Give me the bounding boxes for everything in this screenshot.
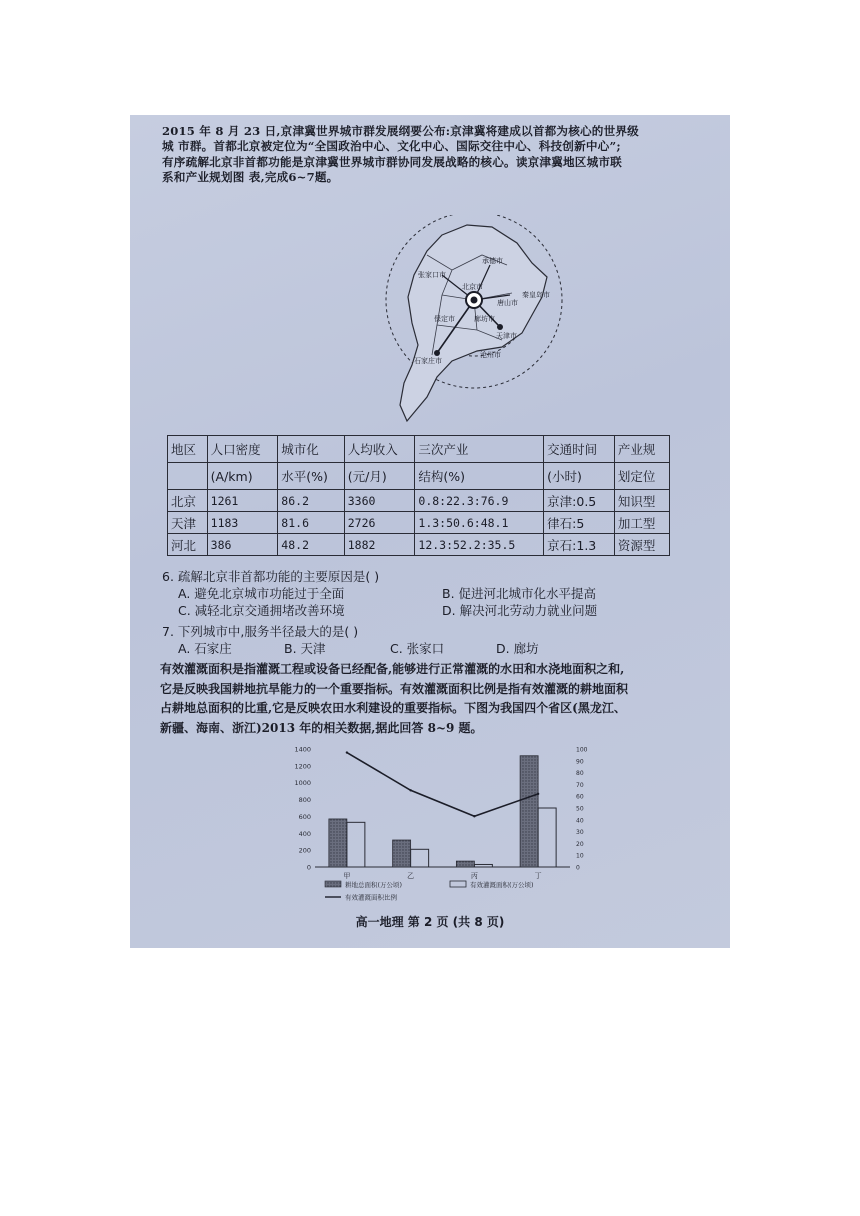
table-cell: 河北 bbox=[168, 534, 208, 556]
irrigation-ratio-line bbox=[347, 753, 538, 817]
question-option: D. 解决河北劳动力就业问题 bbox=[442, 603, 598, 618]
shijiazhuang-marker bbox=[434, 350, 440, 356]
tianjin-marker bbox=[497, 324, 503, 330]
bar-丁-cultivated bbox=[520, 756, 538, 867]
intro-line: 城 市群。首都北京被定位为“全国政治中心、文化中心、国际交往中心、科技创新中心”; bbox=[162, 139, 621, 154]
header-cell: 地区 bbox=[168, 436, 208, 463]
header-cell: 水平(%) bbox=[278, 463, 344, 490]
table-cell: 0.8:22.3:76.9 bbox=[415, 490, 544, 512]
passage-line: 占耕地总面积的比重,它是反映农田水利建设的重要指标。下图为我国四个省区(黑龙江、 bbox=[160, 701, 626, 716]
x-tick-label: 甲 bbox=[343, 872, 351, 880]
question-stem: 6. 疏解北京非首都功能的主要原因是( ) bbox=[162, 569, 380, 584]
map-figure bbox=[382, 215, 632, 435]
legend-label-irrigated: 有效灌溉面积(万公顷) bbox=[470, 881, 534, 889]
y-left-tick-label: 1400 bbox=[294, 745, 311, 754]
header-cell bbox=[168, 463, 208, 490]
legend-swatch-irrigated bbox=[450, 881, 466, 887]
table-cell: 律石:5 bbox=[544, 512, 615, 534]
y-right-tick-label: 70 bbox=[576, 781, 584, 789]
y-right-tick-label: 60 bbox=[576, 793, 584, 801]
table-cell: 京津:0.5 bbox=[544, 490, 615, 512]
table-row bbox=[168, 490, 670, 512]
bar-甲-cultivated bbox=[329, 819, 347, 867]
y-left-tick-label: 1000 bbox=[294, 779, 311, 788]
table-header-row bbox=[168, 436, 670, 463]
table-cell: 天津 bbox=[168, 512, 208, 534]
table-cell: 资源型 bbox=[614, 534, 669, 556]
question-option: A. 避免北京城市功能过于全面 bbox=[178, 586, 345, 601]
header-cell: 结构(%) bbox=[415, 463, 544, 490]
map-label: 北京市 bbox=[462, 283, 483, 291]
bar-乙-cultivated bbox=[393, 840, 411, 867]
header-cell: (A/km) bbox=[207, 463, 278, 490]
legend-label-cultivated: 耕地总面积(万公顷) bbox=[345, 881, 403, 889]
intro-line: 系和产业规划图 表,完成6~7题。 bbox=[162, 170, 339, 185]
question-6 bbox=[162, 568, 702, 619]
question-option: A. 石家庄 bbox=[178, 641, 232, 656]
y-right-tick-label: 10 bbox=[576, 852, 584, 860]
header-cell: 人均收入 bbox=[344, 436, 415, 463]
map-label: 张家口市 bbox=[418, 271, 446, 279]
bar-丙-irrigated bbox=[474, 864, 492, 867]
header-cell: 产业规 bbox=[614, 436, 669, 463]
header-cell: 划定位 bbox=[614, 463, 669, 490]
question-stem: 7. 下列城市中,服务半径最大的是( ) bbox=[162, 624, 359, 639]
irrigation-ratio-point bbox=[537, 793, 539, 795]
table-header-row bbox=[168, 463, 670, 490]
region-data-table bbox=[167, 435, 670, 556]
table-row bbox=[168, 512, 670, 534]
x-tick-label: 乙 bbox=[407, 872, 415, 880]
bar-甲-irrigated bbox=[347, 822, 365, 867]
map-label: 天津市 bbox=[496, 332, 517, 340]
intro-line: 有序疏解北京非首都功能是京津冀世界城市群协同发展战略的核心。读京津冀地区城市联 bbox=[162, 154, 622, 169]
question-option: C. 减轻北京交通拥堵改善环境 bbox=[178, 603, 345, 618]
y-left-tick-label: 200 bbox=[298, 846, 311, 855]
y-right-tick-label: 90 bbox=[576, 758, 584, 766]
header-cell: 人口密度 bbox=[207, 436, 278, 463]
passage-line: 有效灌溉面积是指灌溉工程或设备已经配备,能够进行正常灌溉的水田和水浇地面积之和, bbox=[160, 662, 625, 676]
table-cell: 加工型 bbox=[614, 512, 669, 534]
map-label: 唐山市 bbox=[497, 299, 518, 307]
table-cell: 2726 bbox=[344, 512, 415, 534]
y-left-tick-label: 800 bbox=[298, 796, 311, 805]
y-left-tick-label: 600 bbox=[298, 812, 311, 821]
chart-svg bbox=[285, 735, 615, 905]
scanned-exam-page bbox=[130, 115, 730, 948]
header-cell: 城市化 bbox=[278, 436, 344, 463]
y-left-tick-label: 400 bbox=[298, 829, 311, 838]
y-right-tick-label: 80 bbox=[576, 770, 584, 778]
table-cell: 京石:1.3 bbox=[544, 534, 615, 556]
y-left-tick-label: 1200 bbox=[294, 762, 311, 771]
bar-丙-cultivated bbox=[456, 861, 474, 867]
question-option: D. 廊坊 bbox=[496, 641, 539, 656]
intro-paragraph bbox=[162, 124, 697, 186]
header-cell: (元/月) bbox=[344, 463, 415, 490]
y-left-tick-label: 0 bbox=[306, 863, 311, 872]
question-option: B. 促进河北城市化水平提高 bbox=[442, 586, 597, 601]
table-cell: 1183 bbox=[207, 512, 278, 534]
map-label: 石家庄市 bbox=[414, 357, 442, 365]
table-cell: 386 bbox=[207, 534, 278, 556]
table-cell: 知识型 bbox=[614, 490, 669, 512]
question-option: B. 天津 bbox=[284, 641, 326, 656]
passage-line: 它是反映我国耕地抗旱能力的一个重要指标。有效灌溉面积比例是指有效灌溉的耕地面积 bbox=[160, 681, 629, 696]
table-cell: 1261 bbox=[207, 490, 278, 512]
y-right-tick-label: 20 bbox=[576, 840, 584, 848]
question-option: C. 张家口 bbox=[390, 641, 445, 656]
y-right-tick-label: 100 bbox=[576, 746, 588, 754]
irrigation-ratio-point bbox=[473, 815, 475, 817]
header-cell: (小时) bbox=[544, 463, 615, 490]
question-7 bbox=[162, 623, 702, 657]
table-cell: 3360 bbox=[344, 490, 415, 512]
irrigation-passage bbox=[160, 660, 705, 738]
table-cell: 81.6 bbox=[278, 512, 344, 534]
table-cell: 48.2 bbox=[278, 534, 344, 556]
jingjinji-city-map bbox=[382, 215, 632, 435]
y-right-tick-label: 30 bbox=[576, 829, 584, 837]
table-row bbox=[168, 534, 670, 556]
irrigation-ratio-point bbox=[409, 789, 411, 791]
beijing-marker-dot bbox=[471, 297, 478, 304]
table-cell: 86.2 bbox=[278, 490, 344, 512]
map-label: 秦皇岛市 bbox=[522, 291, 550, 299]
legend-label-ratio: 有效灌溉面积比例 bbox=[345, 893, 397, 902]
header-cell: 交通时间 bbox=[544, 436, 615, 463]
table-cell: 12.3:52.2:35.5 bbox=[415, 534, 544, 556]
legend-swatch-cultivated bbox=[325, 881, 341, 887]
y-right-tick-label: 50 bbox=[576, 805, 584, 813]
map-label: 承德市 bbox=[482, 257, 503, 265]
irrigation-ratio-point bbox=[346, 751, 348, 753]
header-cell: 三次产业 bbox=[415, 436, 544, 463]
intro-line: 2015 年 8 月 23 日,京津冀世界城市群发展纲要公布:京津冀将建成以首都为核心的世界级 bbox=[162, 124, 639, 138]
passage-line: 新疆、海南、浙江)2013 年的相关数据,据此回答 8~9 题。 bbox=[160, 720, 483, 735]
irrigation-chart bbox=[285, 735, 615, 905]
bar-乙-irrigated bbox=[411, 849, 429, 867]
region-outline bbox=[400, 225, 547, 421]
page-footer: 高一地理 第 2 页 (共 8 页) bbox=[355, 915, 505, 929]
map-label: 保定市 bbox=[434, 315, 455, 323]
bar-丁-irrigated bbox=[538, 808, 556, 867]
table-cell: 北京 bbox=[168, 490, 208, 512]
x-tick-label: 丁 bbox=[534, 872, 542, 880]
table-cell: 1.3:50.6:48.1 bbox=[415, 512, 544, 534]
table-cell: 1882 bbox=[344, 534, 415, 556]
map-label: 沧州市 bbox=[480, 351, 501, 359]
y-right-tick-label: 0 bbox=[576, 864, 580, 872]
x-tick-label: 丙 bbox=[470, 872, 478, 880]
map-label: 廊坊市 bbox=[474, 315, 495, 323]
y-right-tick-label: 40 bbox=[576, 817, 584, 825]
